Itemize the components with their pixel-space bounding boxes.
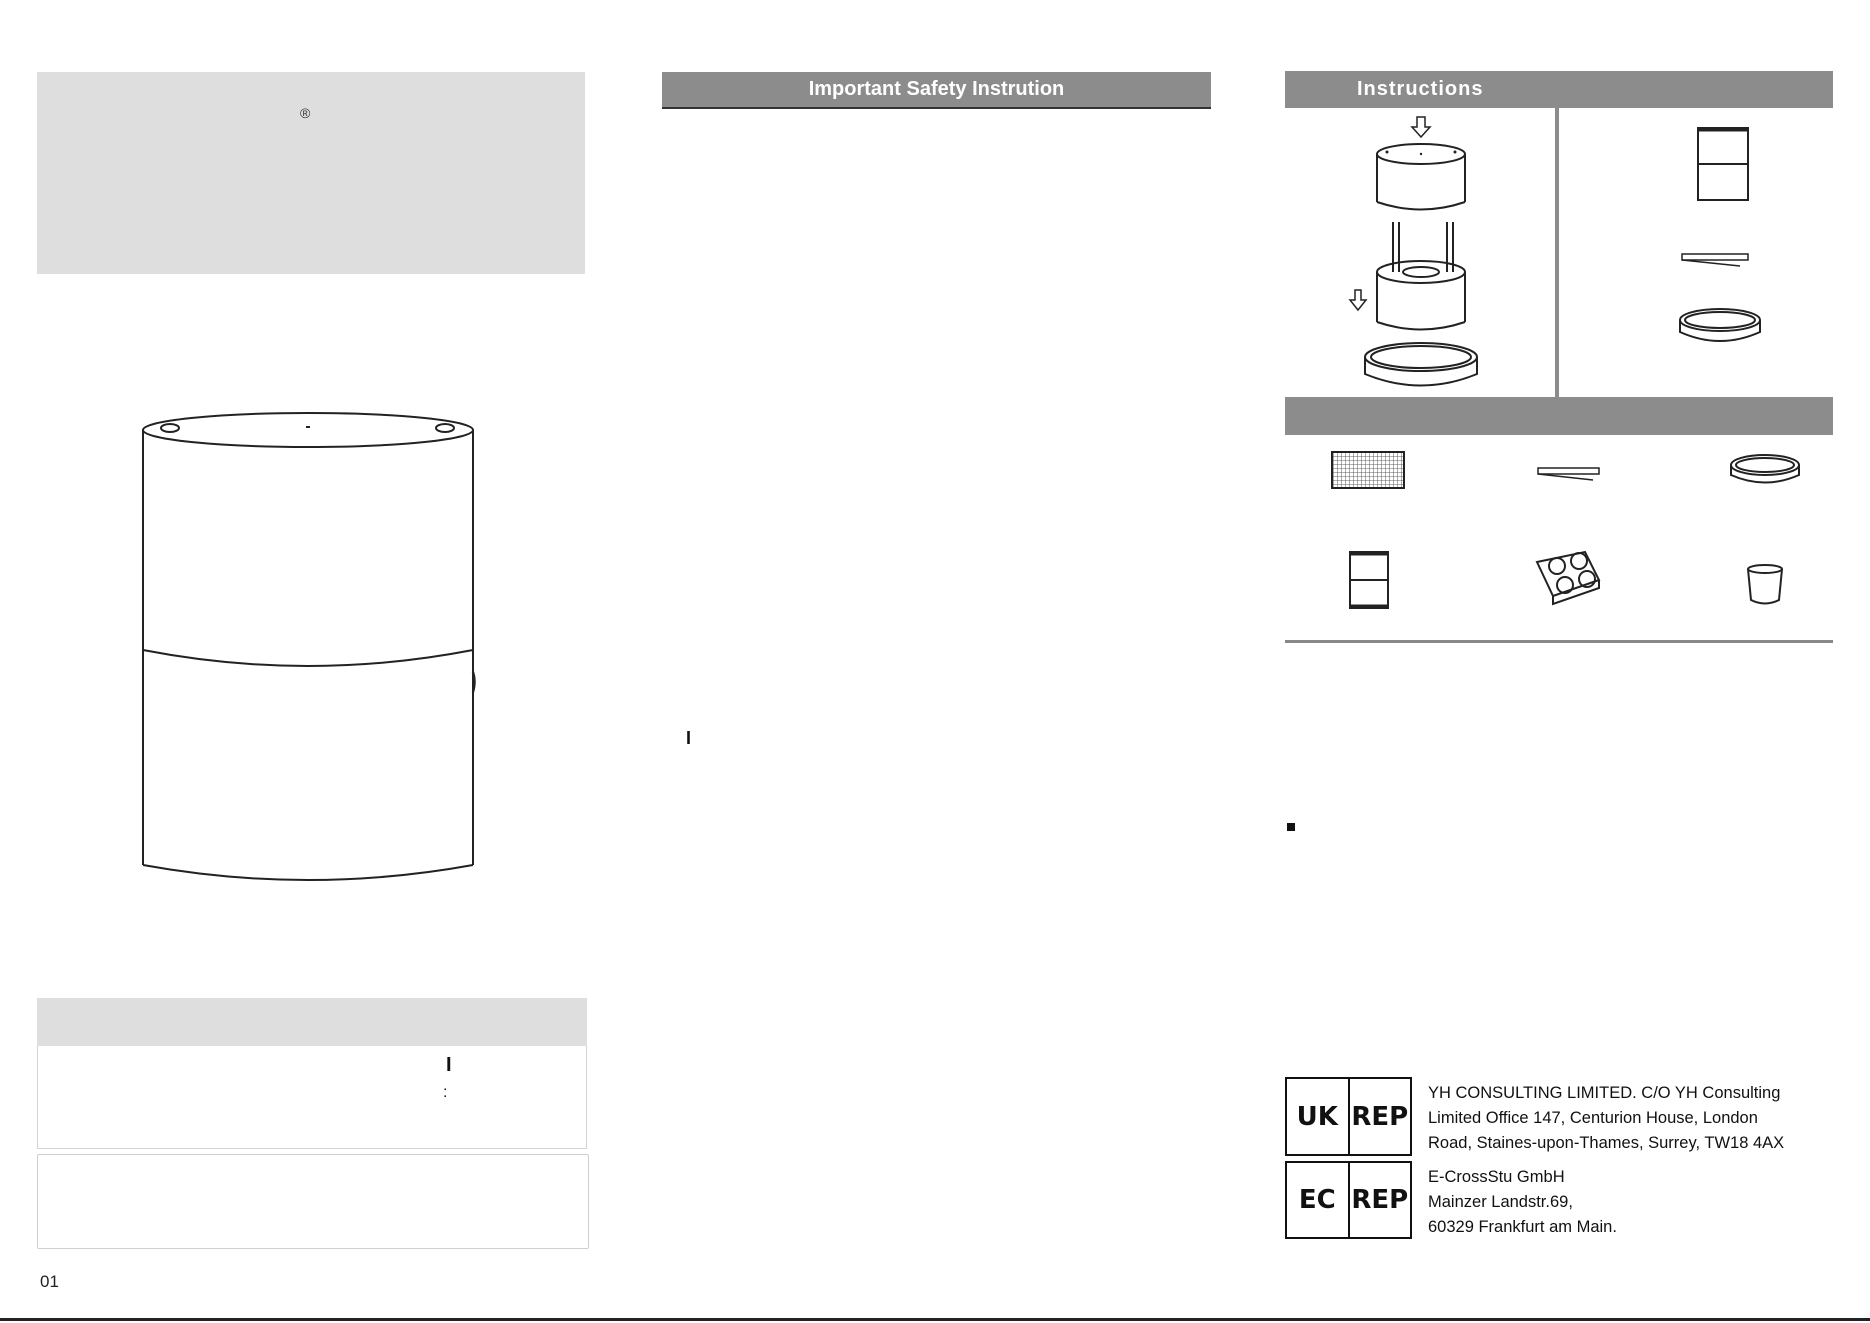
page-number: 01 — [40, 1272, 59, 1291]
bottom-rule — [0, 1318, 1870, 1321]
address-line: E-CrossStu GmbH — [1428, 1168, 1565, 1186]
address-line: Limited Office 147, Centurion House, London — [1428, 1109, 1758, 1127]
spec-table-header — [37, 998, 587, 1046]
safety-section-title: Important Safety Instrution — [662, 72, 1211, 109]
bullet-marker — [1287, 823, 1295, 831]
accessories-header — [1285, 397, 1833, 435]
product-cylinder-illustration — [130, 410, 490, 890]
registered-mark: ® — [300, 105, 311, 121]
rep-label: REP — [1348, 1079, 1411, 1154]
spec-table-body — [37, 1046, 587, 1149]
ec-label: EC — [1298, 1185, 1336, 1215]
instructions-divider — [1555, 108, 1559, 398]
stray-mark: I — [686, 728, 692, 748]
cover-panel — [37, 72, 585, 274]
address-line: Road, Staines-upon-Thames, Surrey, TW18 4AX — [1428, 1134, 1785, 1152]
ec-rep-address — [1428, 1165, 1838, 1240]
address-line: Mainzer Landstr.69, — [1428, 1193, 1573, 1211]
rep-label: REP — [1348, 1163, 1411, 1237]
spec-mark: : — [443, 1084, 448, 1101]
section-divider — [1285, 640, 1833, 643]
uk-rep-address — [1428, 1081, 1838, 1156]
instructions-title: Instructions — [1285, 71, 1833, 108]
uk-rep-symbol — [1285, 1077, 1412, 1156]
parts-diagram — [1660, 120, 1790, 360]
spec-mark: I — [446, 1054, 452, 1076]
note-box — [37, 1154, 589, 1249]
address-line: YH CONSULTING LIMITED. C/O YH Consulting — [1428, 1084, 1781, 1102]
uk-label: UK — [1296, 1101, 1338, 1132]
accessories-diagram — [1285, 440, 1833, 620]
assembly-diagram — [1335, 112, 1555, 397]
address-line: 60329 Frankfurt am Main. — [1428, 1218, 1617, 1236]
ec-rep-symbol — [1285, 1161, 1412, 1239]
